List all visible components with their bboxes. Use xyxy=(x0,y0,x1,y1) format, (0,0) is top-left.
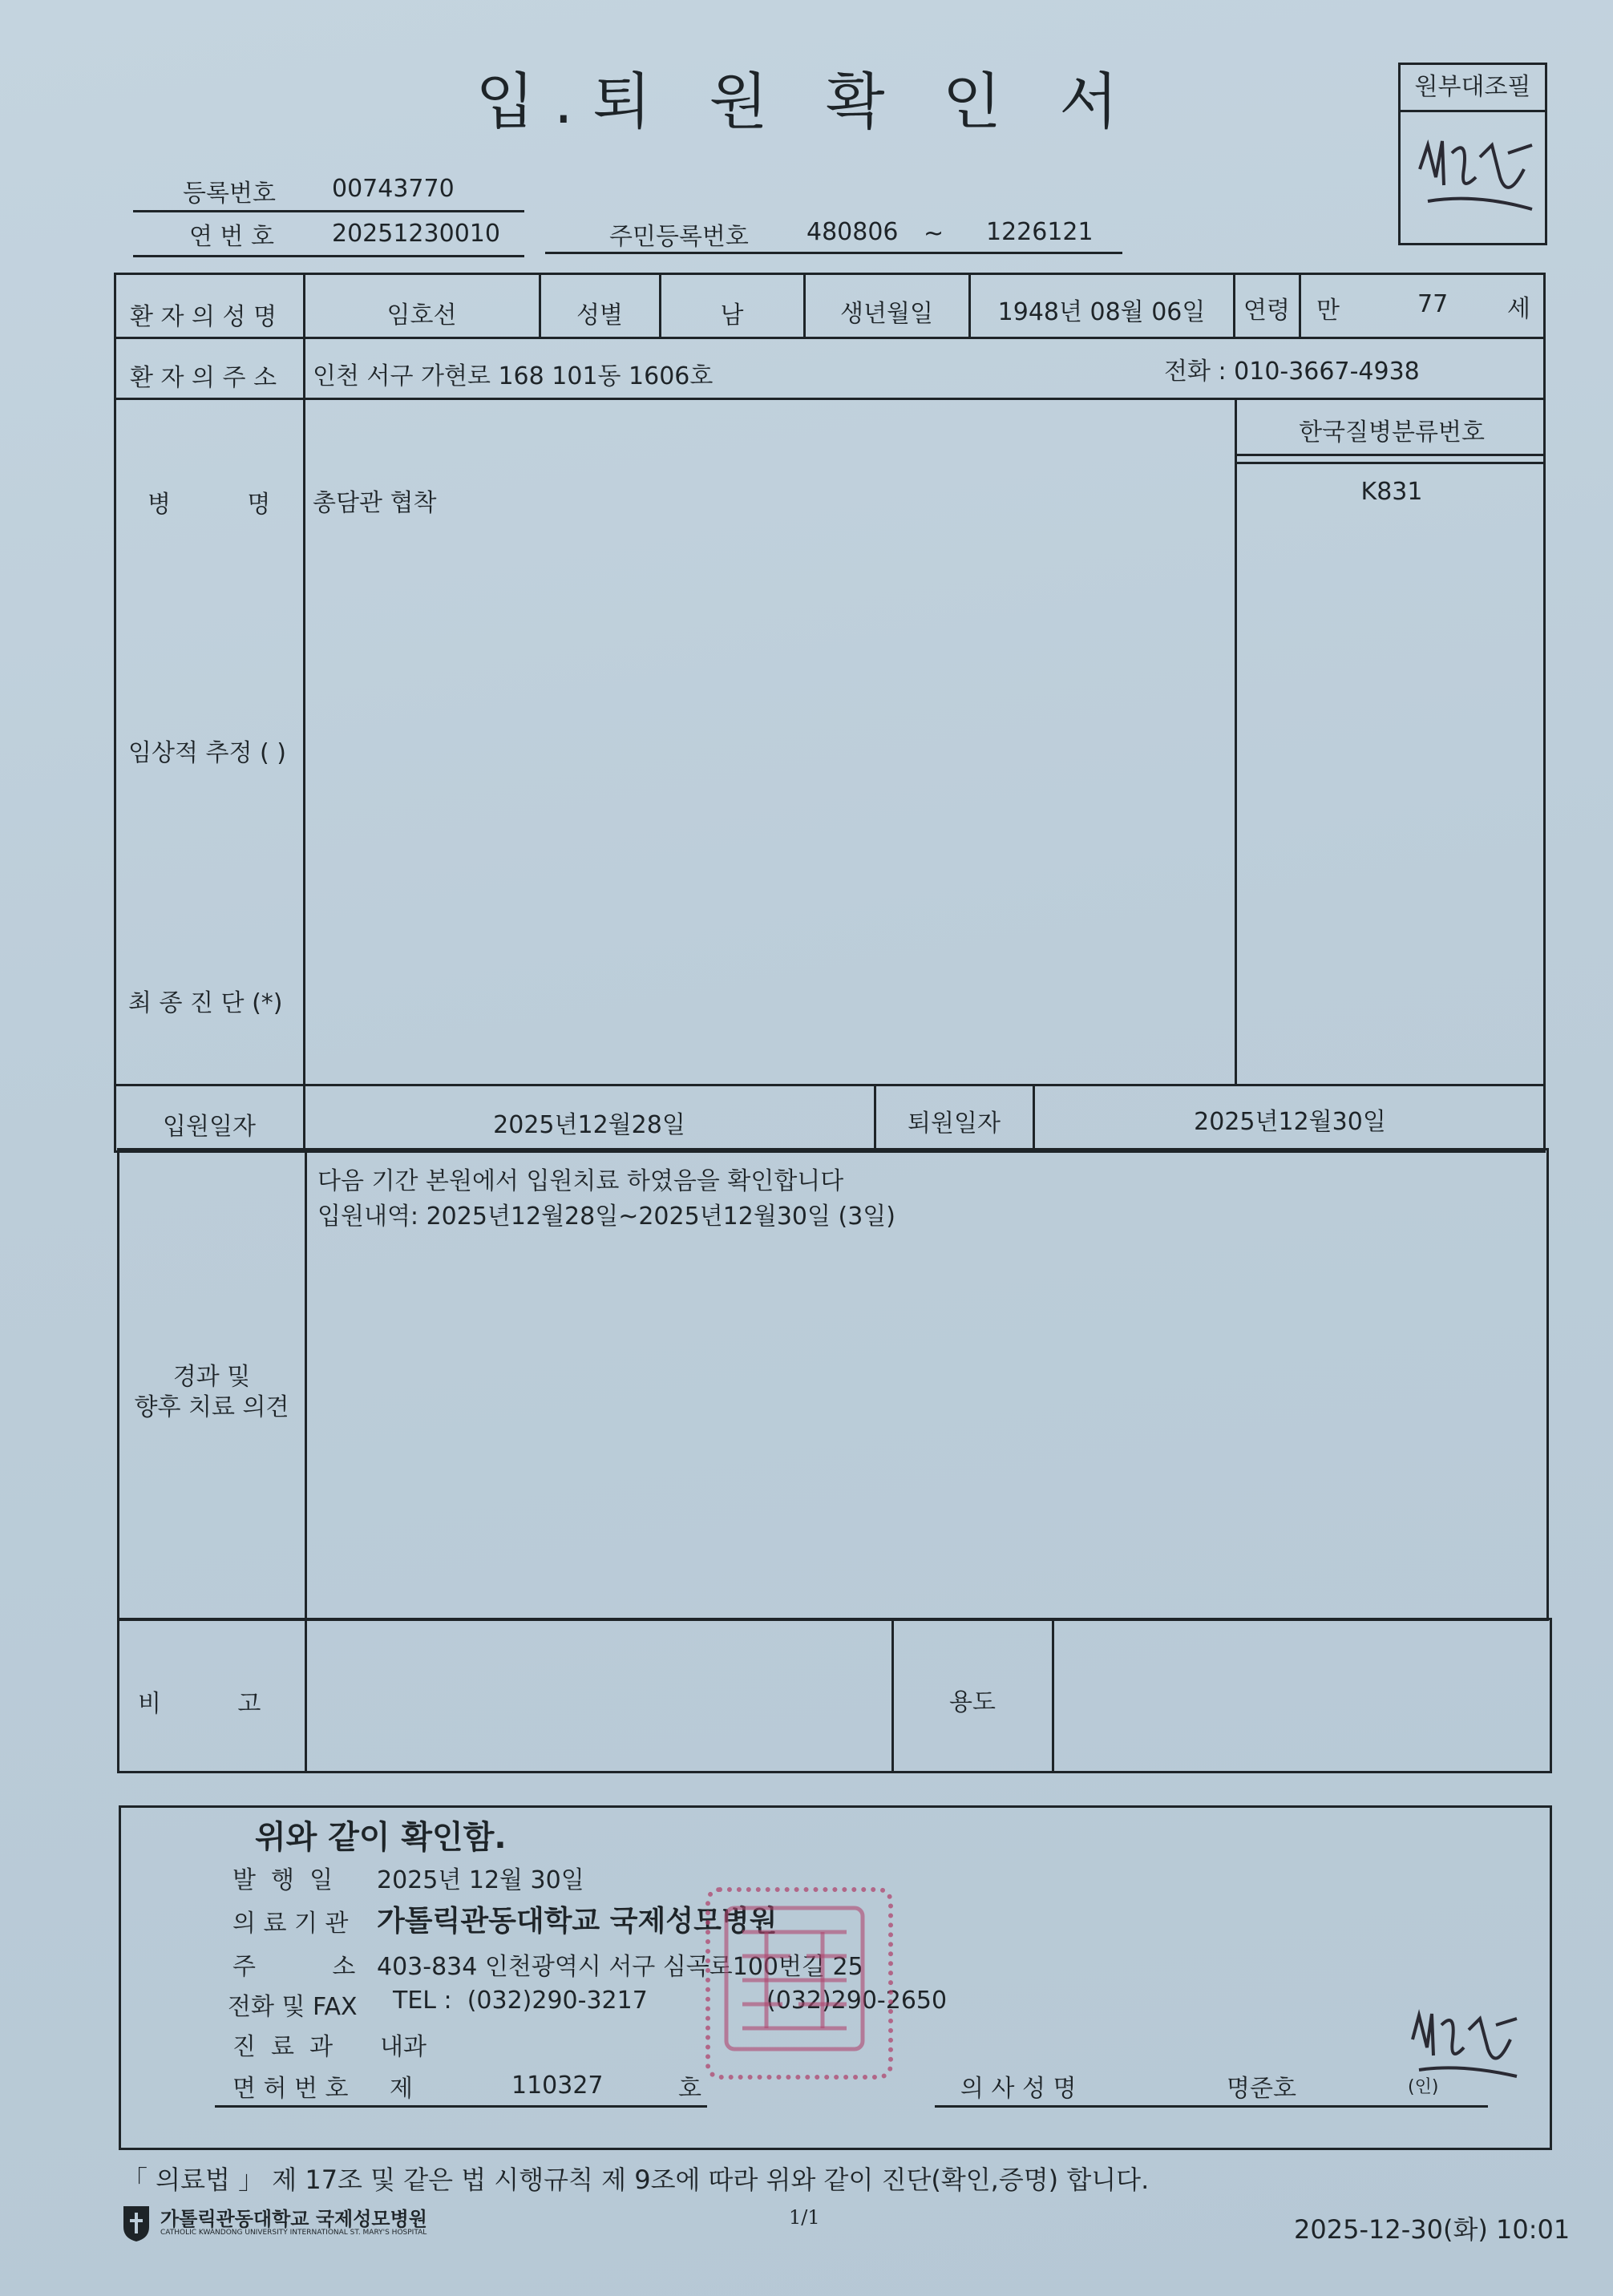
dob-value: 1948년 08월 06일 xyxy=(997,298,1206,326)
phone-value: 전화 : 010-3667-4938 xyxy=(1164,358,1420,386)
approval-box-label: 원부대조필 xyxy=(1401,65,1545,112)
row-divider-2 xyxy=(114,398,1546,400)
fax-value: (032)290-2650 xyxy=(766,1987,948,2015)
row-divider-1 xyxy=(114,337,1546,339)
clinical-estimate-label: 임상적 추정 ( ) xyxy=(128,739,286,767)
rrn-front: 480806 xyxy=(806,218,899,246)
approval-signature xyxy=(1412,121,1540,236)
document-title: 입.퇴 원 확 인 서 xyxy=(475,66,1138,137)
kcd-divider-1 xyxy=(1235,454,1546,456)
license-prefix: 제 xyxy=(390,2075,413,2103)
col-name-label-end xyxy=(303,273,305,1153)
address-label: 환 자 의 주 소 xyxy=(130,364,277,392)
doctor-signature xyxy=(1405,1999,1525,2091)
kcd-divider-2 xyxy=(1235,462,1546,464)
confirm-heading: 위와 같이 확인함. xyxy=(255,1819,507,1856)
opinion-col-divider xyxy=(305,1148,307,1621)
out-date-label: 퇴원일자 xyxy=(908,1110,1001,1138)
tel-fax-label: 전화 및 FAX xyxy=(228,1993,358,2021)
issue-date-value: 2025년 12월 30일 xyxy=(377,1866,584,1894)
hospital-logo xyxy=(120,2203,489,2248)
license-number: 110327 xyxy=(511,2072,604,2100)
doctor-underline xyxy=(935,2105,1488,2108)
license-label: 면 허 번 호 xyxy=(232,2075,349,2103)
remarks-table xyxy=(117,1618,1552,1773)
in-date-value: 2025년12월28일 xyxy=(493,1111,685,1139)
page-number: 1/1 xyxy=(789,2206,820,2229)
hospital-emblem-icon xyxy=(120,2203,152,2243)
doctor-name: 명준호 xyxy=(1227,2075,1296,2103)
rrn-back: 1226121 xyxy=(986,218,1094,246)
hospital-address: 403-834 인천광역시 서구 심곡로100번길 25 xyxy=(377,1953,863,1981)
print-timestamp: 2025-12-30(화) 10:01 xyxy=(1294,2214,1571,2245)
approval-box xyxy=(1398,63,1547,245)
law-note: 「 의료법 」 제 17조 및 같은 법 시행규칙 제 9조에 따라 위와 같이 진단(확인,증명) 합니다. xyxy=(122,2165,1150,2195)
main-table xyxy=(114,273,1546,1153)
age-prefix: 만 xyxy=(1316,297,1340,325)
in-date-label: 입원일자 xyxy=(163,1113,256,1141)
reg-no-underline xyxy=(133,210,524,212)
purpose-label: 용도 xyxy=(949,1688,996,1716)
doctor-seal-mark: (인) xyxy=(1408,2077,1439,2097)
hospital-seal-stamp xyxy=(705,1887,893,2080)
department-value: 내과 xyxy=(380,2033,426,2061)
serial-label: 연 번 호 xyxy=(189,223,275,251)
age-value: 77 xyxy=(1417,290,1449,318)
opinion-label-line1: 경과 및 xyxy=(172,1363,251,1391)
reg-no-label: 등록번호 xyxy=(183,180,276,208)
reg-no-value: 00743770 xyxy=(332,175,455,203)
institution-label: 의 료 기 관 xyxy=(232,1910,349,1938)
sex-label: 성별 xyxy=(576,301,623,329)
seal-pattern-icon xyxy=(710,1892,879,2065)
final-diagnosis-label: 최 종 진 단 (*) xyxy=(128,989,283,1017)
kcd-label: 한국질병분류번호 xyxy=(1299,418,1485,447)
hospital-logo-subtext: CATHOLIC KWANDONG UNIVERSITY INTERNATIONAL ST. MARY'S HOSPITAL xyxy=(160,2229,427,2237)
opinion-line2: 입원내역: 2025년12월28일~2025년12월30일 (3일) xyxy=(317,1203,895,1231)
address2-label: 주 소 xyxy=(232,1953,356,1981)
rrn-sep: ~ xyxy=(924,220,944,248)
patient-name: 임호선 xyxy=(386,301,457,329)
patient-name-label: 환 자 의 성 명 xyxy=(130,303,277,331)
remarks-label: 비 고 xyxy=(138,1690,261,1718)
license-suffix: 호 xyxy=(678,2075,701,2103)
rrn-label: 주민등록번호 xyxy=(609,223,749,251)
department-label: 진 료 과 xyxy=(232,2033,334,2061)
age-label: 연령 xyxy=(1243,297,1290,325)
age-suffix: 세 xyxy=(1507,295,1530,323)
sex-value: 남 xyxy=(720,301,744,329)
row-divider-admission-top xyxy=(114,1084,1546,1086)
hospital-logo-text: 가톨릭관동대학교 국제성모병원 xyxy=(160,2208,427,2230)
rrn-underline xyxy=(545,252,1122,254)
serial-value: 20251230010 xyxy=(332,220,500,248)
dob-label: 생년월일 xyxy=(840,300,933,328)
disease-label: 병 명 xyxy=(148,491,271,519)
kcd-value: K831 xyxy=(1360,478,1423,506)
serial-underline xyxy=(133,255,524,257)
col-kcd-start xyxy=(1235,398,1237,1084)
institution-name: 가톨릭관동대학교 국제성모병원 xyxy=(377,1905,778,1938)
address-value: 인천 서구 가현로 168 101동 1606호 xyxy=(313,362,714,390)
issue-date-label: 발 행 일 xyxy=(232,1866,334,1894)
remarks-col-3 xyxy=(1052,1618,1054,1773)
opinion-line1: 다음 기간 본원에서 입원치료 하였음을 확인합니다 xyxy=(317,1167,844,1195)
tel-value: TEL : (032)290-3217 xyxy=(393,1987,648,2015)
disease-value: 총담관 협착 xyxy=(313,489,437,517)
opinion-label-line2: 향후 치료 의견 xyxy=(134,1393,289,1421)
col-age-label-end xyxy=(1299,273,1301,338)
doctor-label: 의 사 성 명 xyxy=(960,2075,1077,2103)
out-date-value: 2025년12월30일 xyxy=(1194,1108,1386,1136)
remarks-col-1 xyxy=(305,1618,307,1773)
license-underline xyxy=(215,2105,707,2108)
